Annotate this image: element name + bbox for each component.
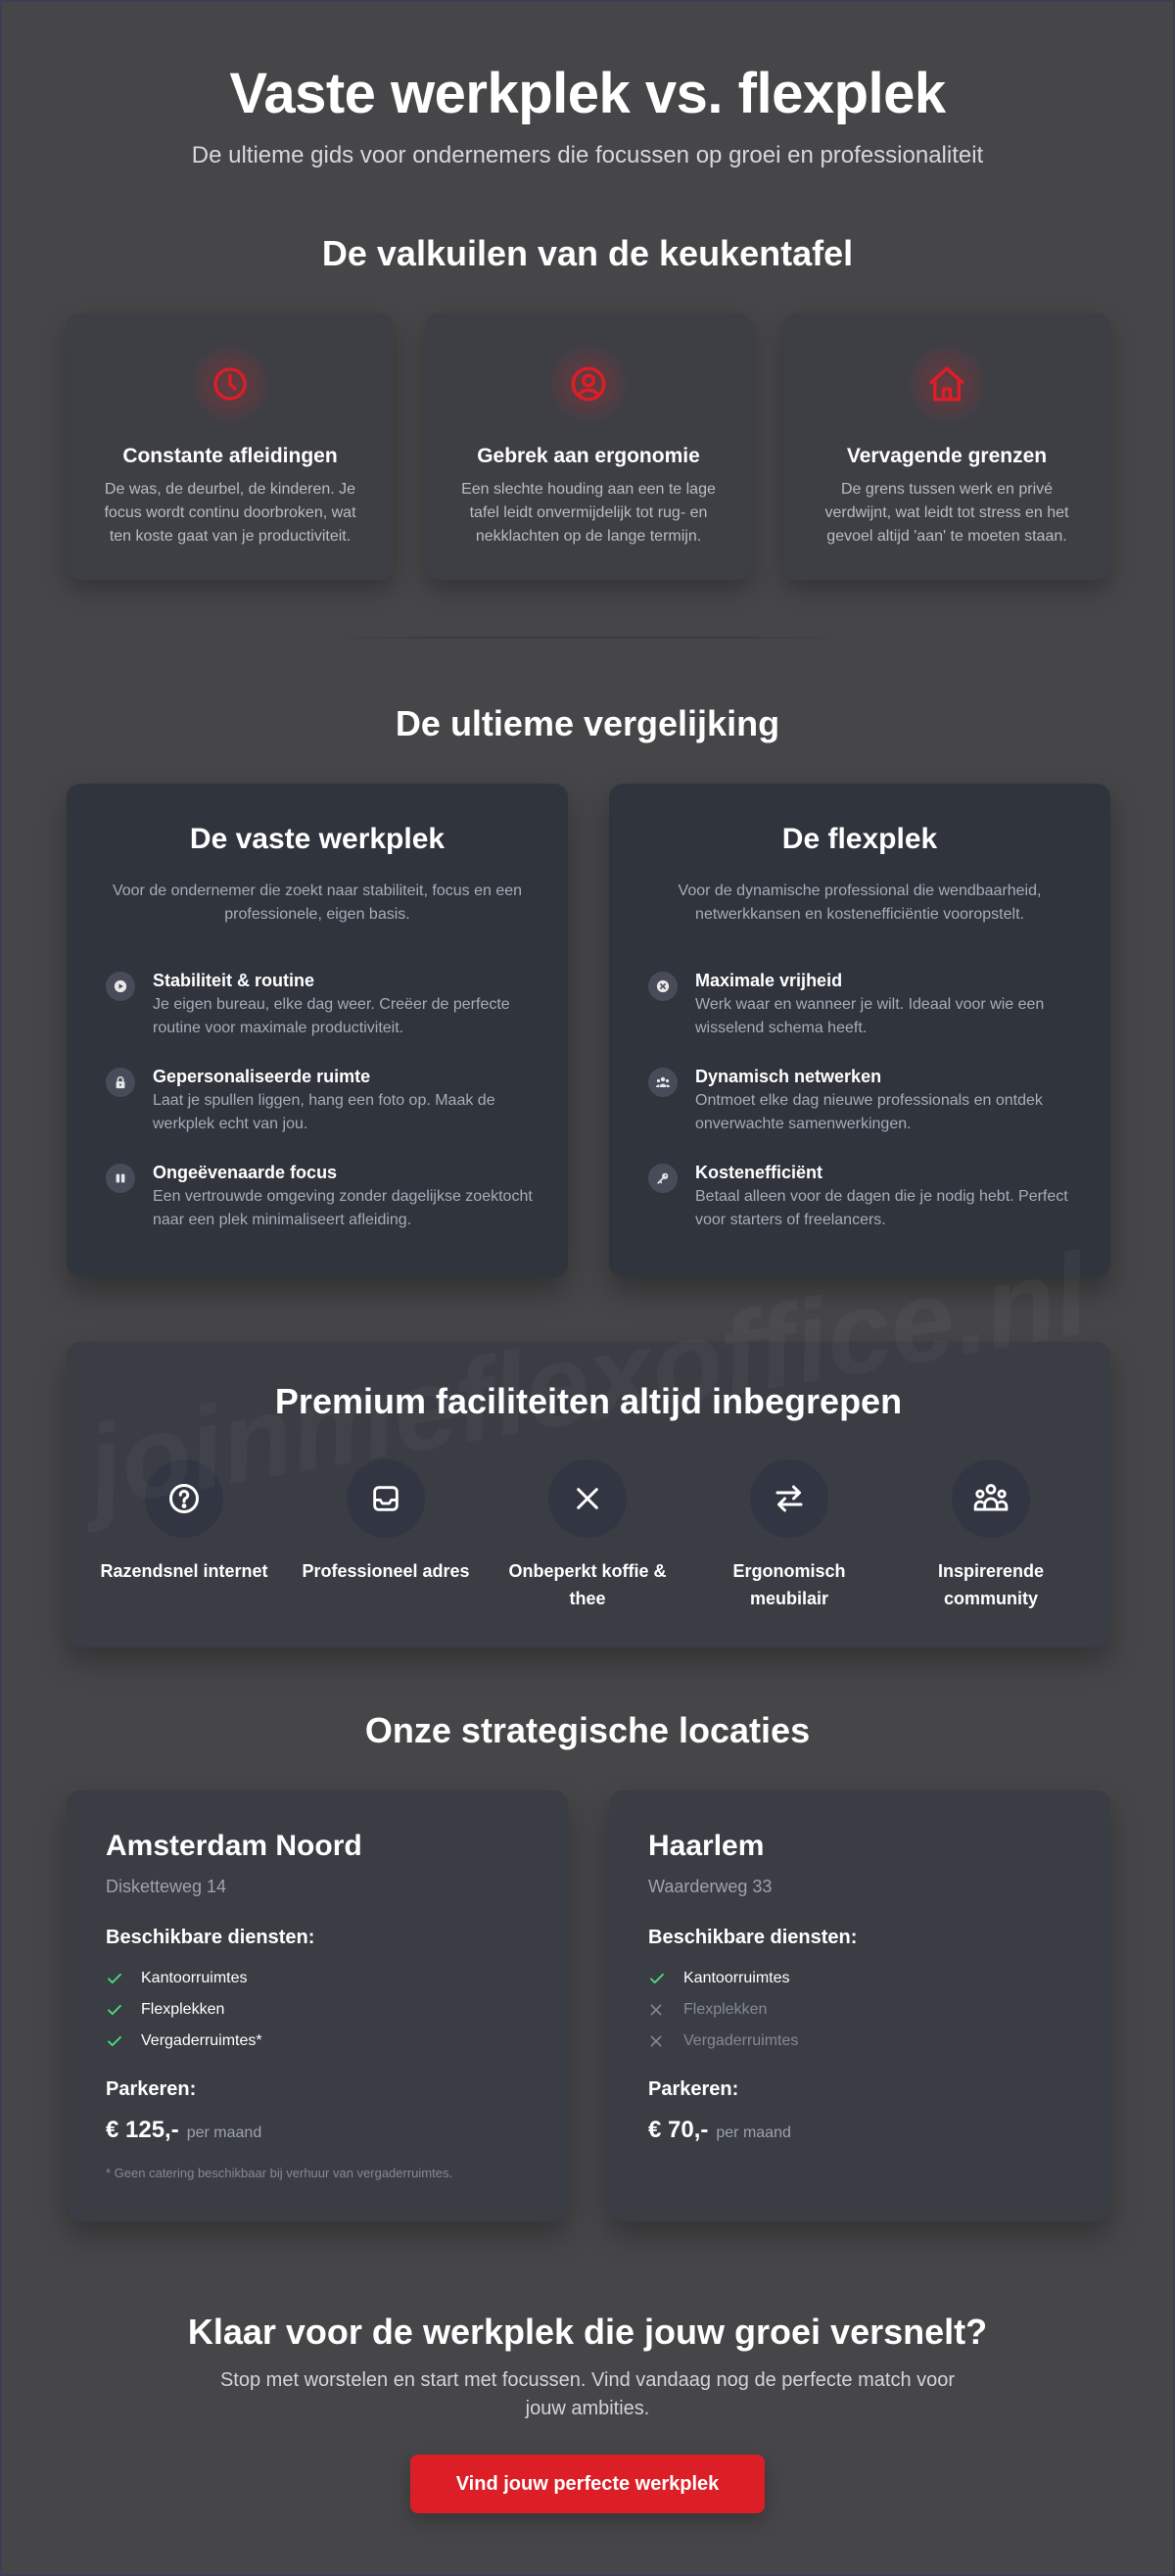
list-item-text: Betaal alleen voor de dagen die je nodig hebt. Perfect voor starters of freelancers. bbox=[695, 1188, 1068, 1228]
users-icon bbox=[648, 1068, 678, 1097]
comparison-card-flex bbox=[609, 784, 1110, 1277]
lock-icon bbox=[106, 1068, 135, 1097]
check-icon bbox=[648, 1970, 683, 1987]
services-heading: Beschikbare diensten: bbox=[648, 1927, 858, 1948]
facility-item bbox=[288, 1459, 484, 1612]
page bbox=[2, 2, 1173, 2574]
facilities-grid bbox=[86, 1459, 1089, 1612]
location-address: Disketteweg 14 bbox=[106, 1877, 227, 1896]
service-label: Flexplekken bbox=[683, 2001, 768, 2018]
page-subtitle: De ultieme gids voor ondernemers die focussen op groei en professionaliteit bbox=[191, 142, 984, 168]
facility-item bbox=[86, 1459, 282, 1612]
list-item-text: Laat je spullen liggen, hang een foto op. Maak de werkplek echt van jou. bbox=[153, 1092, 495, 1132]
check-icon bbox=[106, 1970, 141, 1987]
locations-title: Onze strategische locaties bbox=[364, 1710, 811, 1750]
location-name: Haarlem bbox=[648, 1830, 765, 1862]
service-label: Kantoorruimtes bbox=[683, 1970, 790, 1986]
service-label: Flexplekken bbox=[141, 2001, 225, 2018]
page-title: Vaste werkplek vs. flexplek bbox=[229, 62, 946, 125]
comparison-card-desc: Voor de dynamische professional die wendbaarheid, netwerkkansen en kostenefficiëntie vooropstelt. bbox=[678, 883, 1042, 923]
service-label: Kantoorruimtes bbox=[141, 1970, 248, 1986]
pitfall-title: Gebrek aan ergonomie bbox=[477, 445, 700, 467]
comparison-card-fixed bbox=[67, 784, 568, 1277]
question-circle-icon bbox=[145, 1459, 223, 1538]
check-icon bbox=[106, 2001, 141, 2019]
pitfall-text: Een slechte houding aan een te lage tafel leidt onvermijdelijk tot rug- en nekklachten op de lange termijn. bbox=[461, 481, 716, 545]
services-heading: Beschikbare diensten: bbox=[106, 1927, 315, 1948]
service-item bbox=[106, 1963, 537, 1994]
list-item-title: Dynamisch netwerken bbox=[695, 1067, 882, 1086]
list-item-title: Stabiliteit & routine bbox=[153, 971, 315, 990]
facilities-title: Premium faciliteiten altijd inbegrepen bbox=[274, 1381, 903, 1421]
services-list bbox=[648, 1963, 1079, 2057]
cross-icon bbox=[648, 2002, 683, 2018]
service-item bbox=[648, 2026, 1079, 2057]
parking-price-row bbox=[106, 2117, 537, 2144]
list-item-text: Je eigen bureau, elke dag weer. Creëer de perfecte routine voor maximale productiviteit. bbox=[153, 996, 510, 1036]
facility-label: Onbeperkt koffie & thee bbox=[508, 1561, 667, 1608]
pitfall-card-ergonomics bbox=[425, 313, 752, 580]
pitfall-text: De grens tussen werk en privé verdwijnt, wat leidt tot stress en het gevoel altijd 'aan' te moeten staan. bbox=[824, 481, 1069, 545]
section-divider bbox=[325, 637, 850, 639]
parking-period: per maand bbox=[716, 2124, 791, 2141]
arrows-exchange-icon bbox=[750, 1459, 828, 1538]
location-address: Waarderweg 33 bbox=[648, 1877, 773, 1896]
inbox-icon bbox=[347, 1459, 425, 1538]
service-label: Vergaderruimtes bbox=[683, 2032, 799, 2049]
comparison-card-title: De vaste werkplek bbox=[189, 823, 446, 855]
service-item bbox=[106, 2026, 537, 2057]
x-circle-icon bbox=[648, 972, 678, 1001]
list-item bbox=[648, 1066, 1079, 1136]
find-workplace-button[interactable]: Vind jouw perfecte werkplek bbox=[410, 2455, 765, 2513]
parking-price: € 125,- bbox=[106, 2117, 179, 2143]
home-icon bbox=[908, 345, 986, 423]
facility-item bbox=[691, 1459, 887, 1612]
list-item-title: Kostenefficiënt bbox=[695, 1163, 823, 1182]
parking-heading: Parkeren: bbox=[648, 2078, 739, 2100]
pitfall-text: De was, de deurbel, de kinderen. Je focus wordt continu doorbroken, wat ten koste gaat van je productiviteit. bbox=[104, 481, 356, 545]
users-group-icon bbox=[952, 1459, 1030, 1538]
facility-label: Professioneel adres bbox=[302, 1561, 470, 1581]
list-item-text: Ontmoet elke dag nieuwe professionals en ontdek onverwachte samenwerkingen. bbox=[695, 1092, 1043, 1132]
pause-icon bbox=[106, 1164, 135, 1193]
list-item-text: Een vertrouwde omgeving zonder dagelijkse zoektocht naar een plek minimaliseert afleiding. bbox=[153, 1188, 533, 1228]
cta-text: Stop met worstelen en start met focussen. Vind vandaag nog de perfecte match voor jouw ambities. bbox=[219, 2369, 956, 2419]
location-card-haarlem bbox=[609, 1790, 1110, 2221]
parking-price: € 70,- bbox=[648, 2117, 709, 2143]
comparison-card-desc: Voor de ondernemer die zoekt naar stabiliteit, focus en een professionele, eigen basis. bbox=[112, 883, 523, 923]
facility-item bbox=[893, 1459, 1089, 1612]
user-circle-icon bbox=[549, 345, 628, 423]
list-item bbox=[648, 970, 1079, 1040]
list-item bbox=[648, 1162, 1079, 1232]
list-item bbox=[106, 970, 537, 1040]
comparison-list bbox=[648, 970, 1079, 1258]
list-item-title: Ongeëvenaarde focus bbox=[153, 1163, 338, 1182]
play-circle-icon bbox=[106, 972, 135, 1001]
parking-period: per maand bbox=[186, 2124, 262, 2141]
service-item bbox=[106, 1994, 537, 2026]
list-item-text: Werk waar en wanneer je wilt. Ideaal voor wie een wisselend schema heeft. bbox=[695, 996, 1045, 1036]
list-item bbox=[106, 1066, 537, 1136]
facility-label: Razendsnel internet bbox=[100, 1561, 268, 1581]
comparison-card-title: De flexplek bbox=[781, 823, 938, 855]
x-icon bbox=[548, 1459, 627, 1538]
pitfall-title: Vervagende grenzen bbox=[846, 445, 1048, 467]
cross-icon bbox=[648, 2033, 683, 2049]
service-item bbox=[648, 1994, 1079, 2026]
pitfall-title: Constante afleidingen bbox=[122, 445, 338, 467]
check-icon bbox=[106, 2032, 141, 2050]
clock-icon bbox=[191, 345, 269, 423]
list-item bbox=[106, 1162, 537, 1232]
parking-price-row bbox=[648, 2117, 1079, 2144]
facility-label: Inspirerende community bbox=[937, 1561, 1045, 1608]
pitfall-card-distractions bbox=[67, 313, 394, 580]
pitfall-card-boundaries bbox=[783, 313, 1110, 580]
key-icon bbox=[648, 1164, 678, 1193]
facility-item bbox=[490, 1459, 685, 1612]
comparison-title: De ultieme vergelijking bbox=[395, 703, 780, 743]
services-list bbox=[106, 1963, 537, 2057]
pitfalls-title: De valkuilen van de keukentafel bbox=[321, 233, 854, 273]
parking-heading: Parkeren: bbox=[106, 2078, 197, 2100]
comparison-list bbox=[106, 970, 537, 1258]
service-label: Vergaderruimtes* bbox=[141, 2032, 262, 2049]
location-footnote: * Geen catering beschikbaar bij verhuur van vergaderruimtes. bbox=[106, 2166, 453, 2180]
cta-title: Klaar voor de werkplek die jouw groei versnelt? bbox=[187, 2312, 988, 2352]
facilities-section bbox=[67, 1342, 1110, 1647]
location-card-amsterdam bbox=[67, 1790, 568, 2221]
service-item bbox=[648, 1963, 1079, 1994]
list-item-title: Gepersonaliseerde ruimte bbox=[153, 1067, 371, 1086]
list-item-title: Maximale vrijheid bbox=[695, 971, 843, 990]
facility-label: Ergonomisch meubilair bbox=[732, 1561, 846, 1608]
location-name: Amsterdam Noord bbox=[106, 1830, 362, 1862]
